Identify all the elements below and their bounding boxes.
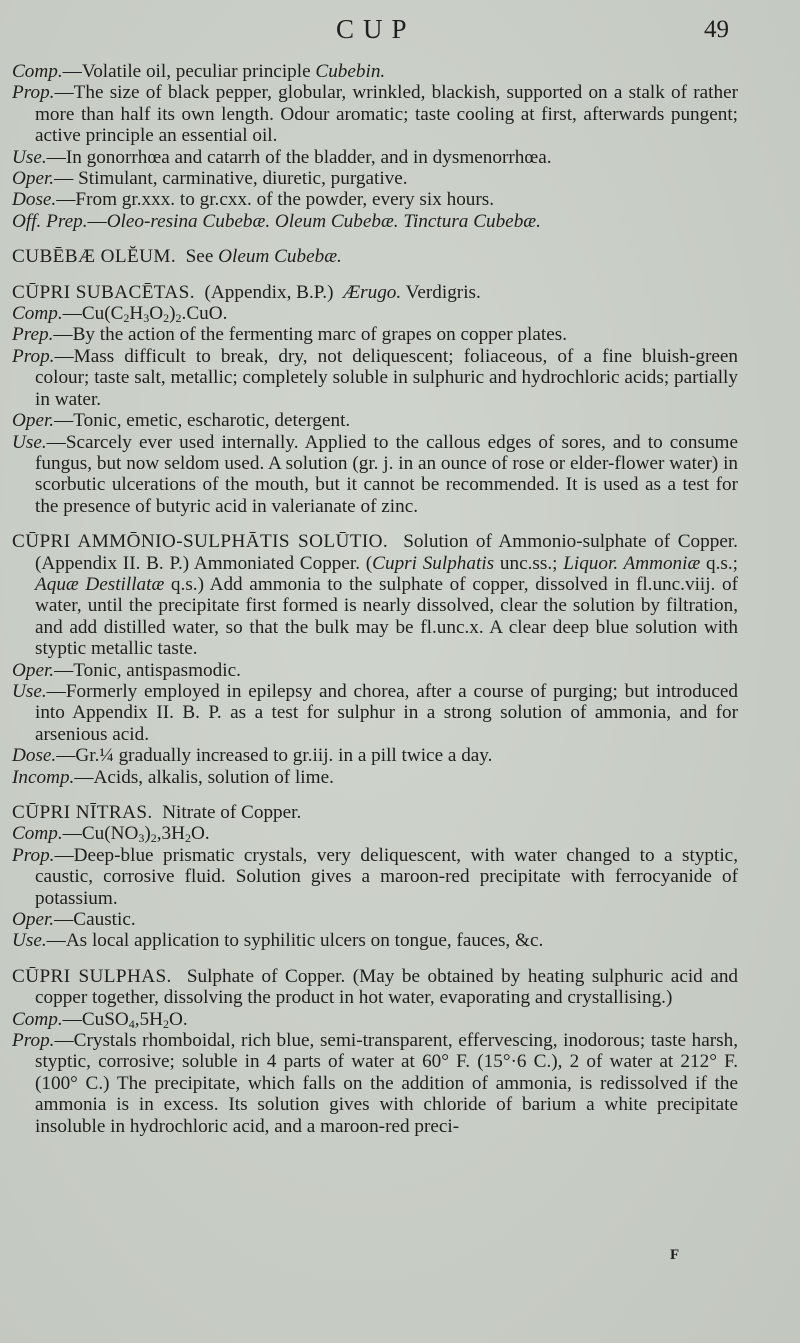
entry-cupri-ammonio-sulphatis-solutio <box>12 531 738 788</box>
chemical-formula: $—Cu(NO_3)_2,3H_2O$. <box>62 823 210 846</box>
entry-cubebae-continued <box>12 61 738 232</box>
entry-heading: CUBĒBÆ OLĔUM. See Oleum Cubebæ. <box>12 246 342 268</box>
entry-heading: CŪPRI SULPHAS. Sulphate of Copper. (May be obtained by heating sulphuric acid and copper together, dissolving the product in hot water, evaporating and crystallising.) <box>12 965 739 1009</box>
entry-cupri-sulphas <box>12 966 738 1137</box>
entry-cubebae-oleum <box>12 246 738 267</box>
paragraph-comp: $Comp.—Cu(C_2H_3O_2)_2.CuO$. <box>12 303 228 326</box>
entry-cupri-subacetas <box>12 282 738 517</box>
entry-heading: CŪPRI SUBACĒTAS. (Appendix, B.P.) Ærugo. Verdigris. <box>12 281 481 303</box>
cross-reference: Oleum Cubebæ. <box>218 246 342 268</box>
paragraph-use: Use.—As local application to syphilitic ulcers on tongue, fauces, &c. <box>12 930 544 952</box>
paragraph-comp: $Comp.—Cu(NO_3)_2,3H_2O$. <box>12 823 210 846</box>
signature-mark: F <box>670 1247 680 1263</box>
paragraph-oper: Oper.—Tonic, antispasmodic. <box>12 659 241 681</box>
paragraph-use: Use.—In gonorrhœa and catarrh of the bladder, and in dysmenorrhœa. <box>12 146 552 168</box>
paragraph-prop: Prop.—Crystals rhomboidal, rich blue, semi-transparent, effervescing, inodorous; taste harsh, styptic, corrosive; soluble in 4 parts of water at 60° F. (15°·6 C.), 2 of water at 212° F. (100° C.) The precipitate, which falls on the addition of ammonia, is redissolved if the ammonia is in excess. Its solution gives with chloride of barium a white precipitate insoluble in hydrochloric acid, and a maroon-red preci- <box>12 1030 738 1137</box>
paragraph-dose: Dose.—Gr.¼ gradually increased to gr.iij. in a pill twice a day. <box>12 745 493 767</box>
page-number: 49 <box>704 16 729 43</box>
page-body <box>12 61 738 1137</box>
entry-heading: CŪPRI AMMŌNIO-SULPHĀTIS SOLŪTIO. Solution of Ammonio-sulphate of Copper. (Appendix II. B. P.) Ammoniated Copper. (Cupri Sulphatis unc.ss.; Liquor. Ammoniæ q.s.; Aquæ Destillatæ q.s.) Add ammonia to the sulphate of copper, dissolved in fl.unc.viij. of water, until the precipitate first formed is nearly dissolved, clear the solution by filtration, and add distilled water, so that the bulk may be fl.unc.x. A clear deep blue solution with styptic metallic taste. <box>12 531 739 660</box>
entry-headword: CŪPRI SULPHAS. <box>12 965 172 987</box>
paragraph-off-prep: Off. Prep.—Oleo-resina Cubebæ. Oleum Cubebæ. Tinctura Cubebæ. <box>12 210 541 232</box>
entry-headword: CUBĒBÆ OLĔUM. <box>12 246 177 268</box>
paragraph-use: Use.—Scarcely ever used internally. Applied to the callous edges of sores, and to consume fungus, but now seldom used. A solution (gr. j. in an ounce of rose or elder-flower water) in scorbutic ulcerations of the mouth, but it cannot be recommended. It is used as a test for the presence of butyric acid in valerianate of zinc. <box>12 431 738 517</box>
entry-headword: CŪPRI NĪTRAS. <box>12 802 153 823</box>
entry-heading: CŪPRI NĪTRAS. Nitrate of Copper. <box>12 802 302 823</box>
entry-cupri-nitras <box>12 802 738 952</box>
paragraph-prop: Prop.—The size of black pepper, globular, wrinkled, blackish, supported on a stalk of rather more than half its own length. Odour aromatic; taste cooling at first, afterwards pungent; active principle an essential oil. <box>12 82 738 147</box>
paragraph-oper: Oper.—Tonic, emetic, escharotic, detergent. <box>12 410 351 432</box>
paragraph-oper: Oper.—Caustic. <box>12 909 136 931</box>
chemical-formula: $—CuSO_4,5H_2O$. <box>62 1008 188 1031</box>
paragraph-prop: Prop.—Mass difficult to break, dry, not deliquescent; foliaceous, of a fine bluish-green colour; taste salt, metallic; completely soluble in sulphuric and hydrochloric acids; partially in water. <box>12 345 738 410</box>
paragraph-dose: Dose.—From gr.xxx. to gr.cxx. of the powder, every six hours. <box>12 189 495 211</box>
paragraph-oper: Oper.— Stimulant, carminative, diuretic, purgative. <box>12 168 408 190</box>
paragraph-use: Use.—Formerly employed in epilepsy and chorea, after a course of purging; but introduced into Appendix II. B. P. as a test for sulphur in a strong solution of ammonia, and for arsenious acid. <box>12 680 738 745</box>
chemical-formula: $—Cu(C_2H_3O_2)_2.CuO$. <box>62 303 228 326</box>
paragraph-comp: $Comp.—CuSO_4,5H_2O$. <box>12 1008 188 1031</box>
entry-headword: CŪPRI AMMŌNIO-SULPHĀTIS SOLŪTIO. <box>12 531 389 553</box>
entry-headword: CŪPRI SUBACĒTAS. <box>12 281 195 303</box>
running-head <box>0 8 800 48</box>
paragraph-comp: Comp.—Volatile oil, peculiar principle Cubebin. <box>12 61 386 82</box>
paragraph-prop: Prop.—Deep-blue prismatic crystals, very deliquescent, with water changed to a styptic, caustic, corrosive fluid. Solution gives a maroon-red precipitate with ferrocyanide of potassium. <box>12 844 738 909</box>
paragraph-prep: Prep.—By the action of the fermenting marc of grapes on copper plates. <box>12 324 568 346</box>
running-title: CUP <box>336 14 416 44</box>
paragraph-incomp: Incomp.—Acids, alkalis, solution of lime. <box>12 766 334 788</box>
